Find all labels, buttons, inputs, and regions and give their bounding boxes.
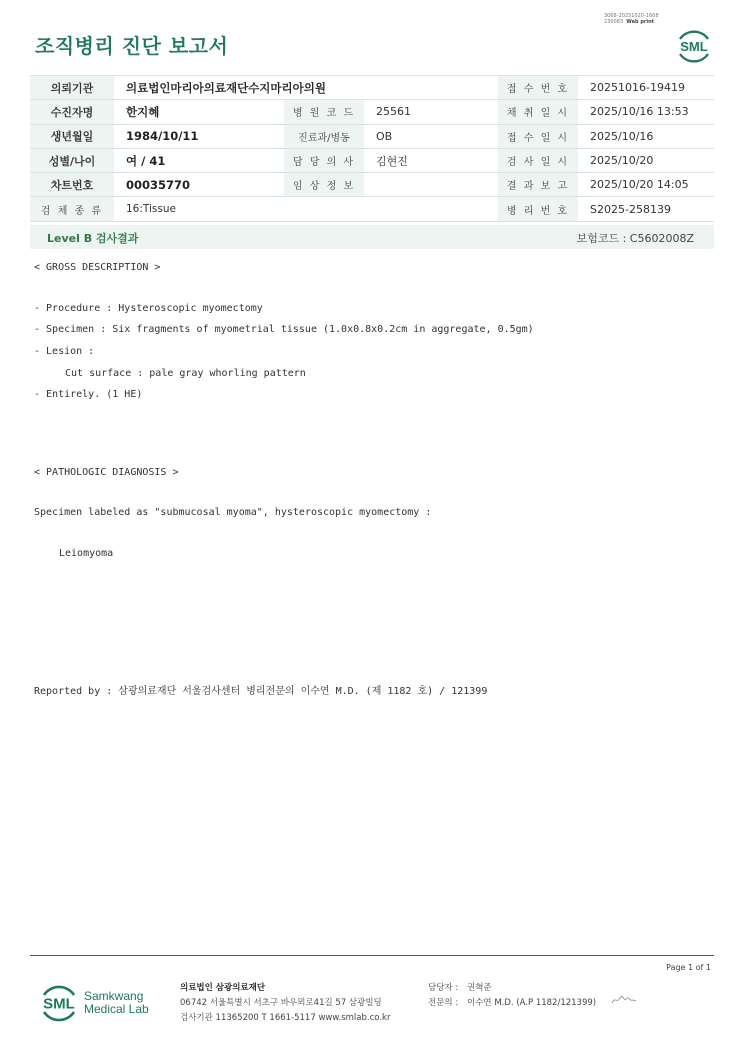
specialist-label: 전문의 : <box>428 998 459 1008</box>
footer-divider <box>30 955 714 956</box>
org-name: 의료법인 삼광의료재단 <box>180 983 266 993</box>
value-collection-time: 2025/10/16 13:53 <box>578 100 714 124</box>
label-chart-no: 차트번호 <box>30 173 114 197</box>
label-clinical-info: 임 상 정 보 <box>284 173 364 197</box>
logo-text: SML <box>680 39 708 54</box>
web-print-label: Web print <box>626 19 655 25</box>
label-collection-time: 채 취 일 시 <box>498 100 578 124</box>
value-physician: 김현진 <box>364 148 498 172</box>
info-row <box>30 173 714 197</box>
label-patient-name: 수진자명 <box>30 100 114 124</box>
manager-label: 담당자 : <box>428 983 459 993</box>
footer-logo-text: SML <box>43 995 75 1013</box>
page-number: Page 1 of 1 <box>666 963 711 972</box>
sml-footer-logo-icon <box>37 981 81 1025</box>
brand-line2: Medical Lab <box>84 1002 149 1016</box>
value-chart-no: 00035770 <box>114 173 284 197</box>
label-physician: 담 당 의 사 <box>284 148 364 172</box>
value-specimen-type: 16:Tissue <box>114 197 498 221</box>
gross-lesion: - Lesion : <box>34 346 95 357</box>
value-receipt-date: 2025/10/16 <box>578 124 714 148</box>
label-sex-age: 성별/나이 <box>30 148 114 172</box>
gross-specimen: - Specimen : Six fragments of myometrial tissue (1.0x0.8x0.2cm in aggregate, 0.5gm) <box>34 324 534 335</box>
value-department: OB <box>364 124 498 148</box>
reported-by: Reported by : 삼광의료재단 서울검사센터 병리전문의 이수연 M.D. (제 1182 호) / 121399 <box>34 686 488 697</box>
level-result-bar <box>30 225 714 249</box>
insurance-code: 보험코드 : C5602008Z <box>576 232 694 245</box>
diagnosis-heading: < PATHOLOGIC DIAGNOSIS > <box>34 467 179 478</box>
label-receipt-no: 접 수 번 호 <box>498 76 578 100</box>
brand-name <box>84 990 149 1016</box>
manager-name: 권혁준 <box>467 983 492 993</box>
value-sex-age: 여 / 41 <box>114 148 284 172</box>
signature-icon <box>611 994 637 1006</box>
gross-procedure: - Procedure : Hysteroscopic myomectomy <box>34 303 263 314</box>
report-title: 조직병리 진단 보고서 <box>35 34 229 58</box>
label-report-time: 결 과 보 고 <box>498 173 578 197</box>
label-pathology-no: 병 리 번 호 <box>498 197 578 221</box>
print-meta-line1: 3068-20251020-1608 <box>604 13 659 19</box>
label-receipt-date: 접 수 일 시 <box>498 124 578 148</box>
label-requester: 의뢰기관 <box>30 76 114 100</box>
sml-logo-icon <box>674 26 714 66</box>
org-address: 06742 서울특별시 서초구 바우뫼로41길 57 삼광빌딩 <box>180 998 382 1008</box>
gross-heading: < GROSS DESCRIPTION > <box>34 262 161 273</box>
value-birth-date: 1984/10/11 <box>114 124 284 148</box>
info-row <box>30 148 714 172</box>
value-report-time: 2025/10/20 14:05 <box>578 173 714 197</box>
info-row <box>30 124 714 148</box>
diagnosis-text: Leiomyoma <box>59 548 114 559</box>
info-row <box>30 197 714 221</box>
print-meta <box>604 13 659 25</box>
brand-line1: Samkwang <box>84 989 144 1003</box>
gross-entirely: - Entirely. (1 HE) <box>34 389 143 400</box>
value-test-date: 2025/10/20 <box>578 148 714 172</box>
value-pathology-no: S2025-258139 <box>578 197 714 221</box>
label-hospital-code: 병 원 코 드 <box>284 100 364 124</box>
print-meta-line2: 230083 <box>604 19 624 25</box>
value-hospital-code: 25561 <box>364 100 498 124</box>
label-test-date: 검 사 일 시 <box>498 148 578 172</box>
level-label: Level B 검사결과 <box>47 232 139 245</box>
value-clinical-info <box>364 173 498 197</box>
label-specimen-type: 검 체 종 류 <box>30 197 114 221</box>
info-row <box>30 76 714 100</box>
label-birth-date: 생년월일 <box>30 124 114 148</box>
org-contact: 검사기관 11365200 T 1661-5117 www.smlab.co.kr <box>180 1013 391 1023</box>
value-patient-name: 한지혜 <box>114 100 284 124</box>
value-requester: 의료법인마리아의료재단수지마리아의원 <box>114 76 498 100</box>
specialist-name: 이수연 M.D. (A.P 1182/121399) <box>467 998 597 1008</box>
specimen-label-line: Specimen labeled as "submucosal myoma", hysteroscopic myomectomy : <box>34 507 432 518</box>
gross-cut-surface: Cut surface : pale gray whorling pattern <box>65 368 306 379</box>
value-receipt-no: 20251016-19419 <box>578 76 714 100</box>
label-department: 진료과/병동 <box>284 124 364 148</box>
patient-info-table <box>30 75 714 222</box>
info-row <box>30 100 714 124</box>
